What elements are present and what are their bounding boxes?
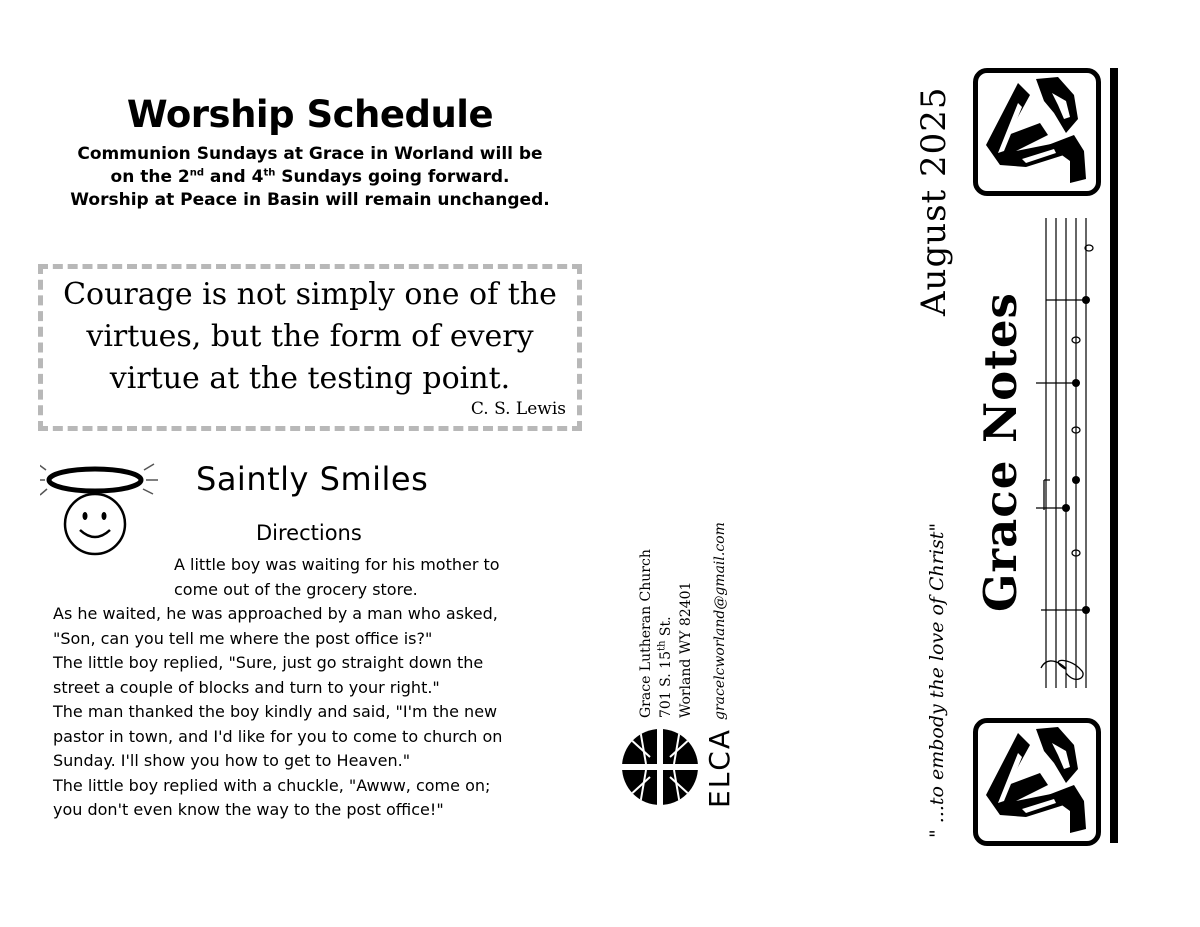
joke-intro — [174, 553, 500, 602]
church-city: Worland WY 82401 — [678, 581, 694, 718]
joke-line: The little boy replied with a chuckle, "Awww, come on; — [53, 775, 491, 795]
joke-line: you don't even know the way to the post office!" — [53, 800, 444, 819]
worship-schedule-title: Worship Schedule — [126, 93, 494, 136]
joke-line: As he waited, he was approached by a man who asked, — [53, 604, 498, 623]
elca-cross-logo — [620, 727, 700, 807]
church-street: 701 S. 15th St. — [656, 616, 674, 718]
music-staff-icon — [1036, 218, 1096, 688]
newsletter-title: Grace Notes — [974, 292, 1027, 612]
vertical-rule — [1110, 68, 1118, 843]
worship-schedule-line: on the 2nd and 4th Sundays going forward. — [110, 167, 510, 187]
joke-line: pastor in town, and I'd like for you to come to church on — [53, 726, 503, 746]
joke-line: The man thanked the boy kindly and said, "I'm the new — [53, 702, 498, 721]
joke-line: A little boy was waiting for his mother to — [174, 555, 500, 574]
worship-schedule-line: Worship at Peace in Basin will remain unchanged. — [70, 190, 550, 210]
joke-line: Sunday. I'll show you how to get to Heaven." — [53, 751, 411, 770]
joke-line: come out of the grocery store. — [174, 579, 418, 599]
church-name: Grace Lutheran Church — [638, 549, 654, 718]
elca-wordmark: ELCA — [703, 728, 736, 808]
dove-logo-icon — [973, 68, 1101, 196]
worship-schedule-line: Communion Sundays at Grace in Worland will be — [77, 144, 543, 164]
joke-line: street a couple of blocks and turn to your right." — [53, 677, 440, 697]
church-email: gracelcworland@gmail.com — [712, 522, 728, 720]
tagline: " ...to embody the love of Christ" — [926, 522, 948, 838]
dove-logo-icon — [973, 718, 1101, 846]
quote-author: C. S. Lewis — [470, 399, 566, 419]
quote-text: Courage is not simply one of the virtues, but the form of every virtue at the testing point. — [63, 277, 557, 396]
joke-title: Directions — [256, 521, 362, 545]
joke-body — [53, 602, 502, 823]
halo-smiley-icon — [40, 456, 160, 576]
saintly-smiles-title: Saintly Smiles — [196, 460, 429, 498]
joke-line: The little boy replied, "Sure, just go straight down the — [53, 653, 484, 672]
joke-line: "Son, can you tell me where the post office is?" — [53, 628, 433, 648]
issue-date: August 2025 — [914, 86, 954, 316]
